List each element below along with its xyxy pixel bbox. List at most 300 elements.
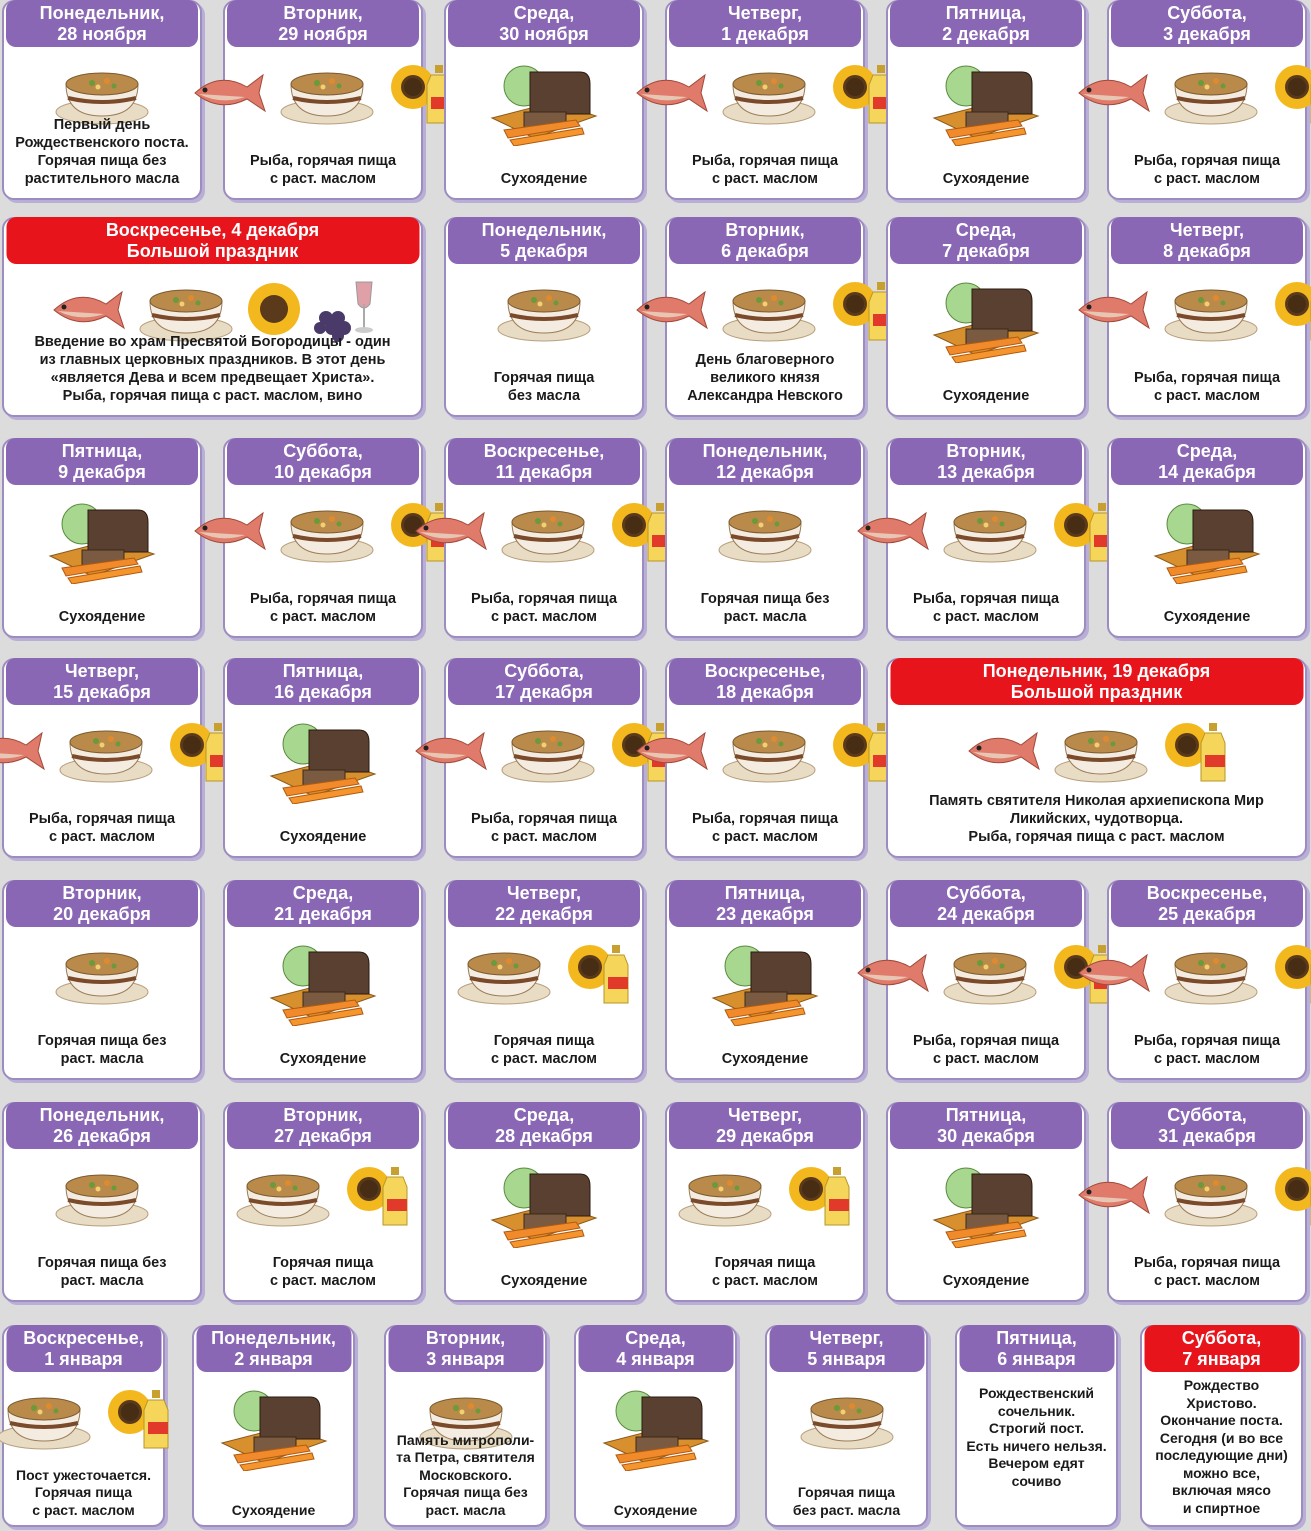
day-card-description: Сухоядение — [231, 1501, 316, 1518]
day-card-description: Пост ужесточается. Горячая пища с раст. маслом — [16, 1466, 151, 1518]
day-card-subtitle: 31 декабря — [1158, 1126, 1256, 1146]
day-card-header — [890, 438, 1082, 485]
day-card-description: Рыба, горячая пища с раст. маслом — [691, 811, 839, 845]
soup-bowl-icon — [233, 1158, 333, 1230]
dry-food-bread-cabbage-carrot-icon — [263, 936, 383, 1026]
fish-icon — [852, 947, 930, 997]
day-card — [2, 880, 202, 1080]
day-card-date: Вторник, — [283, 3, 363, 23]
day-card-foods — [667, 273, 863, 345]
day-card-date: Среда, — [625, 1328, 686, 1348]
day-card-subtitle: 14 декабря — [1158, 462, 1256, 482]
day-card-foods — [225, 936, 421, 1026]
day-card-header — [448, 217, 640, 264]
soup-bowl-icon — [1161, 1158, 1261, 1230]
day-card-header — [227, 658, 419, 705]
day-card-description: Горячая пища с раст. маслом — [490, 1033, 598, 1067]
day-card-header — [890, 1102, 1082, 1149]
day-card-description: Сухоядение — [279, 1051, 367, 1067]
day-card — [886, 0, 1086, 200]
day-card-foods — [888, 494, 1084, 566]
day-card-subtitle: 6 января — [997, 1349, 1076, 1369]
day-card-description: Память митрополи- та Петра, святителя Московского. Горячая пища без раст. масла — [396, 1431, 535, 1518]
day-card-date: Пятница, — [282, 661, 364, 681]
day-card-header — [6, 438, 198, 485]
day-card-header — [1144, 1325, 1299, 1372]
day-card-description: Сухоядение — [942, 171, 1030, 187]
day-card — [223, 438, 423, 638]
day-card-header — [890, 0, 1082, 47]
dry-food-bread-cabbage-carrot-icon — [926, 273, 1046, 363]
day-card-subtitle: 22 декабря — [495, 904, 593, 924]
day-card — [223, 658, 423, 858]
day-card-foods — [446, 273, 642, 345]
day-card-description: Горячая пища с раст. маслом — [269, 1255, 377, 1289]
day-card-header — [890, 880, 1082, 927]
day-card-header — [669, 880, 861, 927]
day-card-foods — [667, 714, 863, 786]
day-card-subtitle: 30 декабря — [937, 1126, 1035, 1146]
day-card — [444, 880, 644, 1080]
day-card-date: Среда, — [955, 220, 1017, 240]
soup-bowl-icon — [277, 56, 377, 128]
day-card-subtitle: 2 января — [234, 1349, 313, 1369]
day-card-subtitle: 4 января — [616, 1349, 695, 1369]
day-card-subtitle: 5 января — [807, 1349, 886, 1369]
day-card-date: Воскресенье, — [483, 441, 605, 461]
day-card-header — [769, 1325, 924, 1372]
soup-bowl-icon — [1161, 273, 1261, 345]
day-card-date: Суббота, — [1181, 1328, 1262, 1348]
sunflower-oil-icon — [1271, 57, 1311, 127]
day-card-subtitle: 1 декабря — [721, 24, 809, 44]
day-card — [665, 880, 865, 1080]
day-card-foods — [667, 1158, 863, 1230]
day-card-subtitle: 15 декабря — [53, 682, 151, 702]
day-card — [1107, 217, 1307, 417]
day-card — [665, 1102, 865, 1302]
day-card — [574, 1325, 737, 1527]
fish-icon — [48, 284, 126, 334]
day-card — [444, 438, 644, 638]
soup-bowl-icon — [797, 1381, 897, 1453]
day-card-foods — [225, 714, 421, 804]
day-card-header — [6, 1325, 161, 1372]
fish-icon — [631, 284, 709, 334]
day-card-subtitle: 24 декабря — [937, 904, 1035, 924]
day-card-foods — [225, 56, 421, 128]
day-card-description: Сухоядение — [500, 171, 588, 187]
day-card-date: Вторник, — [946, 441, 1026, 461]
day-card-foods — [667, 936, 863, 1026]
day-card-header — [227, 438, 419, 485]
day-card-date: Суббота, — [283, 441, 363, 461]
day-card-date: Пятница, — [945, 3, 1027, 23]
day-card-description: Рыба, горячая пища с раст. маслом — [470, 591, 618, 625]
day-card-foods — [4, 1381, 163, 1453]
day-card-date: Среда, — [1176, 441, 1238, 461]
day-card-subtitle: 23 декабря — [716, 904, 814, 924]
day-card-description: Сухоядение — [279, 829, 367, 845]
dry-food-bread-cabbage-carrot-icon — [705, 936, 825, 1026]
day-card — [665, 217, 865, 417]
day-card-description: Сухоядение — [1163, 609, 1251, 625]
soup-bowl-icon — [52, 936, 152, 1008]
day-card-date: Пятница, — [724, 883, 806, 903]
day-card-header — [6, 0, 198, 47]
day-card-subtitle: 12 декабря — [716, 462, 814, 482]
dry-food-bread-cabbage-carrot-icon — [263, 714, 383, 804]
day-card-foods — [667, 56, 863, 128]
day-card-header — [448, 438, 640, 485]
day-card-date: Четверг, — [1170, 220, 1244, 240]
day-card-description: Введение во храм Пресвятой Богородицы - один из главных церковных праздников. В этот день «является Дева и всем предвещает Христа». Рыба, горячая пища с раст. маслом, вино — [34, 334, 391, 404]
day-card-date: Суббота, — [946, 883, 1026, 903]
day-card-description: Рождественский сочельник. Строгий пост. Есть ничего нельзя. Вечером едят сочиво — [966, 1385, 1107, 1489]
day-card-subtitle: 9 декабря — [58, 462, 146, 482]
soup-bowl-icon — [56, 714, 156, 786]
day-card-date: Вторник, — [283, 1105, 363, 1125]
day-card-description: Горячая пища без раст. масла — [792, 1484, 901, 1518]
day-card-subtitle: 3 января — [426, 1349, 505, 1369]
soup-bowl-icon — [494, 273, 594, 345]
sunflower-oil-icon — [564, 937, 634, 1007]
day-card-date: Вторник, — [425, 1328, 506, 1348]
day-card — [1107, 880, 1307, 1080]
day-card — [2, 658, 202, 858]
day-card-foods — [4, 494, 200, 584]
day-card — [2, 0, 202, 200]
soup-bowl-icon — [0, 1381, 94, 1453]
day-card-subtitle: 6 декабря — [721, 241, 809, 261]
day-card — [223, 1102, 423, 1302]
day-card-header — [669, 658, 861, 705]
day-card — [192, 1325, 355, 1527]
day-card-header — [448, 658, 640, 705]
day-card-description: Сухоядение — [58, 609, 146, 625]
day-card-date: Воскресенье, — [23, 1328, 144, 1348]
soup-bowl-icon — [1161, 936, 1261, 1008]
soup-bowl-icon — [1161, 56, 1261, 128]
soup-bowl-icon — [498, 494, 598, 566]
day-card-description: Рыба, горячая пища с раст. маслом — [691, 153, 839, 187]
day-card-header — [227, 0, 419, 47]
sunflower-oil-icon — [1271, 274, 1311, 344]
fish-icon — [1073, 947, 1151, 997]
day-card-date: Суббота, — [1167, 3, 1247, 23]
day-card-subtitle: 21 декабря — [274, 904, 372, 924]
day-card-date: Четверг, — [728, 1105, 802, 1125]
soup-bowl-icon — [940, 494, 1040, 566]
sunflower-oil-icon — [1161, 715, 1231, 785]
sunflower-oil-icon — [785, 1159, 855, 1229]
day-card — [2, 1102, 202, 1302]
day-card-header — [669, 217, 861, 264]
dry-food-bread-cabbage-carrot-icon — [926, 1158, 1046, 1248]
day-card-foods — [1109, 936, 1305, 1008]
day-card-description: Горячая пища без раст. масла — [37, 1033, 167, 1067]
day-card — [1107, 438, 1307, 638]
day-card-date: Понедельник, — [39, 1105, 165, 1125]
soup-bowl-icon — [277, 494, 377, 566]
day-card-header — [959, 1325, 1114, 1372]
day-card — [886, 880, 1086, 1080]
day-card — [665, 438, 865, 638]
day-card-header — [6, 1102, 198, 1149]
day-card-foods — [888, 56, 1084, 146]
soup-bowl-icon — [454, 936, 554, 1008]
day-card-description: Рыба, горячая пища с раст. маслом — [1133, 370, 1281, 404]
day-card — [1107, 0, 1307, 200]
day-card-header — [1111, 880, 1303, 927]
day-card-header — [227, 1102, 419, 1149]
fish-icon — [0, 725, 46, 775]
dry-food-bread-cabbage-carrot-icon — [484, 56, 604, 146]
sunflower-oil-icon — [1271, 937, 1311, 1007]
day-card — [955, 1325, 1118, 1527]
day-card-date: Воскресенье, — [1146, 883, 1268, 903]
soup-bowl-icon — [675, 1158, 775, 1230]
day-card-description: Сухоядение — [942, 1273, 1030, 1289]
day-card — [444, 658, 644, 858]
fish-icon — [189, 505, 267, 555]
day-card-description: Рыба, горячая пища с раст. маслом — [1133, 1033, 1281, 1067]
day-card-date: Вторник, — [725, 220, 805, 240]
day-card-date: Суббота, — [504, 661, 584, 681]
dry-food-bread-cabbage-carrot-icon — [926, 56, 1046, 146]
day-card-foods — [4, 936, 200, 1008]
day-card-date: Пятница, — [61, 441, 143, 461]
day-card — [765, 1325, 928, 1527]
day-card-description: Сухоядение — [721, 1051, 809, 1067]
day-card-date: Четверг, — [507, 883, 581, 903]
day-card-description: Горячая пища без масла — [493, 370, 595, 404]
day-card-foods — [888, 1158, 1084, 1248]
day-card-subtitle: 5 декабря — [500, 241, 588, 261]
day-card-foods — [1109, 56, 1305, 128]
day-card-description: Рыба, горячая пища с раст. маслом — [912, 1033, 1060, 1067]
day-card-date: Вторник, — [62, 883, 142, 903]
day-card-description: Сухоядение — [613, 1501, 698, 1518]
day-card-description: Сухоядение — [942, 388, 1030, 404]
day-card-foods — [667, 494, 863, 566]
fish-icon — [963, 725, 1041, 775]
day-card-foods — [888, 714, 1305, 786]
day-card-foods — [194, 1381, 353, 1471]
day-card-subtitle: 29 декабря — [716, 1126, 814, 1146]
fish-icon — [631, 725, 709, 775]
soup-bowl-icon — [719, 273, 819, 345]
day-card-date: Понедельник, — [702, 441, 828, 461]
dry-food-bread-cabbage-carrot-icon — [42, 494, 162, 584]
day-card-subtitle: 8 декабря — [1163, 241, 1251, 261]
day-card-header — [448, 0, 640, 47]
soup-bowl-icon — [498, 714, 598, 786]
day-card — [886, 1102, 1086, 1302]
day-card-foods — [1109, 494, 1305, 584]
day-card — [886, 438, 1086, 638]
day-card — [886, 217, 1086, 417]
day-card-subtitle: 20 декабря — [53, 904, 151, 924]
soup-bowl-icon — [940, 936, 1040, 1008]
fish-icon — [410, 505, 488, 555]
day-card-description: Рыба, горячая пища с раст. маслом — [249, 153, 397, 187]
day-card — [665, 0, 865, 200]
day-card-description: Рыба, горячая пища с раст. маслом — [912, 591, 1060, 625]
sunflower-icon — [246, 281, 302, 337]
day-card-header — [1111, 1102, 1303, 1149]
day-card-description: Первый день Рождественского поста. Горячая пища без растительного масла — [15, 117, 189, 187]
day-card-header — [448, 1102, 640, 1149]
sunflower-oil-icon — [343, 1159, 413, 1229]
day-card-header — [1111, 438, 1303, 485]
day-card-foods — [576, 1381, 735, 1471]
day-card-date: Понедельник, — [39, 3, 165, 23]
day-card-date: Пятница, — [996, 1328, 1077, 1348]
day-card-date: Понедельник, — [211, 1328, 336, 1348]
day-card-header — [669, 1102, 861, 1149]
day-card-description: Рыба, горячая пища с раст. маслом — [28, 811, 176, 845]
day-card-subtitle: 17 декабря — [495, 682, 593, 702]
day-card-description: Горячая пища без раст. масла — [37, 1255, 167, 1289]
day-card-header — [448, 880, 640, 927]
fish-icon — [852, 505, 930, 555]
day-card-foods — [446, 1158, 642, 1248]
day-card-foods — [888, 273, 1084, 363]
day-card — [665, 658, 865, 858]
day-card — [223, 0, 423, 200]
day-card-foods — [446, 714, 642, 786]
day-card-header — [1111, 217, 1303, 264]
day-card-subtitle: 18 декабря — [716, 682, 814, 702]
dry-food-bread-cabbage-carrot-icon — [214, 1381, 334, 1471]
day-card-header — [669, 438, 861, 485]
day-card-date: Среда, — [513, 1105, 575, 1125]
day-card-date: Среда, — [292, 883, 354, 903]
day-card — [886, 658, 1307, 858]
day-card — [223, 880, 423, 1080]
day-card-foods — [446, 494, 642, 566]
day-card-header — [890, 217, 1082, 264]
day-card-foods — [225, 494, 421, 566]
day-card-foods — [1109, 1158, 1305, 1230]
soup-bowl-icon — [719, 714, 819, 786]
day-card-subtitle: 7 января — [1182, 1349, 1261, 1369]
day-card-date: Суббота, — [1167, 1105, 1247, 1125]
day-card-foods — [4, 714, 200, 786]
fish-icon — [1073, 284, 1151, 334]
day-card-subtitle: Большой праздник — [1010, 682, 1183, 702]
day-card-subtitle: 7 декабря — [942, 241, 1030, 261]
day-card-description: Рыба, горячая пища с раст. маслом — [1133, 153, 1281, 187]
dry-food-bread-cabbage-carrot-icon — [484, 1158, 604, 1248]
day-card-date: Пятница, — [945, 1105, 1027, 1125]
day-card-date: Воскресенье, 4 декабря — [105, 220, 320, 240]
day-card-foods — [888, 936, 1084, 1008]
day-card — [444, 1102, 644, 1302]
day-card-header — [227, 880, 419, 927]
day-card — [384, 1325, 547, 1527]
day-card-description: Рождество Христово. Окончание поста. Сегодня (и во все последующие дни) можно все, включая мясо и спиртное — [1155, 1377, 1288, 1516]
fish-icon — [410, 725, 488, 775]
sunflower-oil-icon — [1271, 1159, 1311, 1229]
fish-icon — [189, 67, 267, 117]
soup-bowl-icon — [719, 56, 819, 128]
day-card-header — [6, 658, 198, 705]
day-card-subtitle: 2 декабря — [942, 24, 1030, 44]
day-card-foods — [4, 1158, 200, 1230]
day-card-foods — [225, 1158, 421, 1230]
day-card-subtitle: 16 декабря — [274, 682, 372, 702]
day-card-subtitle: 3 декабря — [1163, 24, 1251, 44]
day-card-subtitle: 27 декабря — [274, 1126, 372, 1146]
day-card — [444, 0, 644, 200]
day-card-header — [6, 880, 198, 927]
day-card-header — [578, 1325, 733, 1372]
day-card-foods — [767, 1381, 926, 1453]
day-card — [2, 217, 423, 417]
day-card — [444, 217, 644, 417]
day-card — [2, 438, 202, 638]
day-card-subtitle: 10 декабря — [274, 462, 372, 482]
day-card-description: Горячая пища без раст. масла — [700, 591, 830, 625]
soup-bowl-icon — [715, 494, 815, 566]
day-card-foods — [446, 936, 642, 1008]
dry-food-bread-cabbage-carrot-icon — [596, 1381, 716, 1471]
day-card-header — [669, 0, 861, 47]
fish-icon — [1073, 1169, 1151, 1219]
day-card-description: День благоверного великого князя Александра Невского — [687, 352, 843, 404]
day-card-description: Рыба, горячая пища с раст. маслом — [470, 811, 618, 845]
day-card-description: Рыба, горячая пища с раст. маслом — [1133, 1255, 1281, 1289]
day-card — [2, 1325, 165, 1527]
fish-icon — [631, 67, 709, 117]
day-card-foods — [446, 56, 642, 146]
day-card-subtitle: 11 декабря — [495, 462, 593, 482]
day-card-foods — [1109, 273, 1305, 345]
day-card-subtitle: 28 декабря — [495, 1126, 593, 1146]
day-card-description: Горячая пища с раст. маслом — [711, 1255, 819, 1289]
day-card-subtitle: 1 января — [44, 1349, 123, 1369]
soup-bowl-icon — [1051, 714, 1151, 786]
day-card-subtitle: 25 декабря — [1158, 904, 1256, 924]
day-card-subtitle: 26 декабря — [53, 1126, 151, 1146]
day-card-date: Воскресенье, — [704, 661, 826, 681]
day-card-header — [1111, 0, 1303, 47]
day-card — [1140, 1325, 1303, 1527]
day-card-subtitle: 13 декабря — [937, 462, 1035, 482]
sunflower-oil-icon — [104, 1382, 174, 1452]
day-card-subtitle: 28 ноября — [57, 24, 147, 44]
dry-food-bread-cabbage-carrot-icon — [1147, 494, 1267, 584]
day-card-date: Среда, — [513, 3, 575, 23]
day-card-header — [6, 217, 419, 264]
day-card-date: Четверг, — [809, 1328, 884, 1348]
day-card — [1107, 1102, 1307, 1302]
day-card-date: Четверг, — [728, 3, 802, 23]
day-card-description: Память святителя Николая архиепископа Мир Ликийских, чудотворца. Рыба, горячая пища с раст. маслом — [929, 793, 1264, 845]
day-card-date: Понедельник, — [481, 220, 607, 240]
day-card-header — [388, 1325, 543, 1372]
day-card-description: Рыба, горячая пища с раст. маслом — [249, 591, 397, 625]
day-card-description: Сухоядение — [500, 1273, 588, 1289]
fish-icon — [1073, 67, 1151, 117]
day-card-subtitle: 30 ноября — [499, 24, 589, 44]
day-card-date: Четверг, — [65, 661, 139, 681]
soup-bowl-icon — [52, 1158, 152, 1230]
day-card-subtitle: Большой праздник — [126, 241, 299, 261]
day-card-date: Понедельник, 19 декабря — [982, 661, 1211, 681]
